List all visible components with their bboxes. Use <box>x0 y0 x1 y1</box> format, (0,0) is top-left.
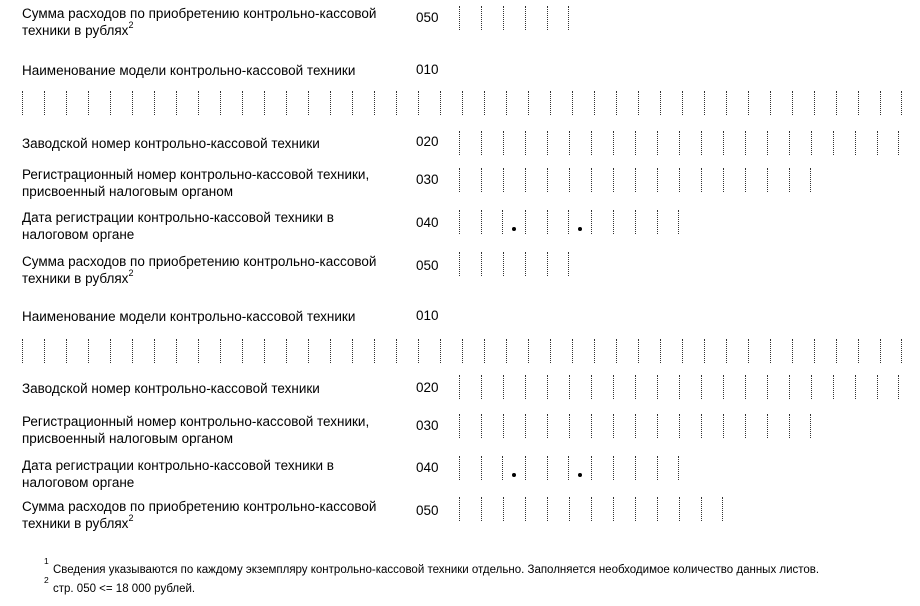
input-cell[interactable] <box>352 339 374 363</box>
input-cell[interactable] <box>594 339 616 363</box>
input-cell[interactable] <box>789 414 811 438</box>
footnote-text: Сведения указываются по каждому экземпляру контрольно-кассовой техники отдельно. Заполняется необходимое количество данных листов. <box>53 564 820 576</box>
input-cell[interactable] <box>792 339 814 363</box>
input-cell[interactable] <box>657 210 679 234</box>
input-cell[interactable] <box>657 497 679 521</box>
input-cell[interactable] <box>704 339 726 363</box>
line-code: 030 <box>416 172 439 187</box>
input-cell[interactable] <box>814 339 836 363</box>
input-cell[interactable] <box>789 131 811 155</box>
reg-number-label <box>22 166 369 200</box>
input-cell[interactable] <box>855 375 877 399</box>
input-cell[interactable] <box>811 375 833 399</box>
date-label-line2: налоговом органе <box>22 475 135 490</box>
line-code: 030 <box>416 418 439 433</box>
sum-input[interactable] <box>459 497 723 521</box>
input-cell[interactable] <box>330 339 352 363</box>
reg-label-line1: Регистрационный номер контрольно-кассовой техники, <box>22 167 370 182</box>
input-cell[interactable] <box>547 414 569 438</box>
line-code: 010 <box>416 308 439 323</box>
input-cell[interactable] <box>723 375 745 399</box>
input-cell[interactable] <box>66 339 88 363</box>
input-cell[interactable] <box>855 131 877 155</box>
date-group <box>591 210 679 234</box>
input-cell[interactable] <box>462 91 484 115</box>
input-cell[interactable] <box>569 168 591 192</box>
input-cell[interactable] <box>547 375 569 399</box>
input-cell[interactable] <box>814 91 836 115</box>
input-cell[interactable] <box>525 414 547 438</box>
date-group <box>525 456 569 480</box>
input-cell[interactable] <box>525 210 547 234</box>
sum-input[interactable] <box>459 252 569 276</box>
input-cell[interactable] <box>880 91 902 115</box>
input-cell[interactable] <box>503 168 525 192</box>
input-cell[interactable] <box>591 456 613 480</box>
input-cell[interactable] <box>22 91 44 115</box>
input-cell[interactable] <box>176 339 198 363</box>
input-cell[interactable] <box>484 91 506 115</box>
input-cell[interactable] <box>503 6 525 30</box>
reg-date-input[interactable] <box>459 210 679 234</box>
input-cell[interactable] <box>679 168 701 192</box>
input-cell[interactable] <box>550 339 572 363</box>
input-cell[interactable] <box>198 339 220 363</box>
input-cell[interactable] <box>440 339 462 363</box>
input-cell[interactable] <box>506 91 528 115</box>
input-cell[interactable] <box>481 168 503 192</box>
input-cell[interactable] <box>572 339 594 363</box>
input-cell[interactable] <box>198 91 220 115</box>
input-cell[interactable] <box>176 91 198 115</box>
input-cell[interactable] <box>459 497 481 521</box>
input-cell[interactable] <box>569 131 591 155</box>
input-cell[interactable] <box>635 131 657 155</box>
input-cell[interactable] <box>525 168 547 192</box>
input-cell[interactable] <box>767 414 789 438</box>
sum-label <box>22 5 376 39</box>
input-cell[interactable] <box>308 91 330 115</box>
input-cell[interactable] <box>616 339 638 363</box>
input-cell[interactable] <box>657 375 679 399</box>
input-cell[interactable] <box>723 168 745 192</box>
input-cell[interactable] <box>481 6 503 30</box>
line-code: 050 <box>416 258 439 273</box>
serial-input[interactable] <box>459 375 899 399</box>
input-cell[interactable] <box>547 497 569 521</box>
input-cell[interactable] <box>264 91 286 115</box>
input-cell[interactable] <box>528 339 550 363</box>
input-cell[interactable] <box>613 497 635 521</box>
input-cell[interactable] <box>858 339 880 363</box>
input-cell[interactable] <box>22 339 44 363</box>
input-cell[interactable] <box>396 339 418 363</box>
input-cell[interactable] <box>792 91 814 115</box>
input-cell[interactable] <box>44 91 66 115</box>
input-cell[interactable] <box>638 339 660 363</box>
sum-label-line1: Сумма расходов по приобретению контрольно-кассовой <box>22 499 377 514</box>
input-cell[interactable] <box>613 414 635 438</box>
date-group <box>459 210 503 234</box>
separator-dot <box>512 473 516 477</box>
input-cell[interactable] <box>418 91 440 115</box>
input-cell[interactable] <box>569 375 591 399</box>
serial-input[interactable] <box>459 131 899 155</box>
input-cell[interactable] <box>503 131 525 155</box>
input-cell[interactable] <box>836 91 858 115</box>
input-cell[interactable] <box>635 168 657 192</box>
reg-number-label <box>22 413 369 447</box>
input-cell[interactable] <box>657 131 679 155</box>
footnote-number: 2 <box>44 575 49 585</box>
input-cell[interactable] <box>481 497 503 521</box>
input-cell[interactable] <box>682 91 704 115</box>
date-separator <box>503 456 525 480</box>
input-cell[interactable] <box>132 339 154 363</box>
input-cell[interactable] <box>726 339 748 363</box>
input-cell[interactable] <box>459 414 481 438</box>
input-cell[interactable] <box>789 168 811 192</box>
input-cell[interactable] <box>858 91 880 115</box>
input-cell[interactable] <box>572 91 594 115</box>
input-cell[interactable] <box>704 91 726 115</box>
input-cell[interactable] <box>745 168 767 192</box>
input-cell[interactable] <box>635 210 657 234</box>
input-cell[interactable] <box>836 339 858 363</box>
input-cell[interactable] <box>833 375 855 399</box>
reg-date-label <box>22 209 334 243</box>
line-code: 020 <box>416 134 439 149</box>
input-cell[interactable] <box>635 414 657 438</box>
input-cell[interactable] <box>767 375 789 399</box>
input-cell[interactable] <box>525 456 547 480</box>
input-cell[interactable] <box>613 210 635 234</box>
sum-input[interactable] <box>459 6 569 30</box>
input-cell[interactable] <box>877 375 899 399</box>
input-cell[interactable] <box>613 131 635 155</box>
serial-label: Заводской номер контрольно-кассовой техники <box>22 381 320 396</box>
input-cell[interactable] <box>330 91 352 115</box>
input-cell[interactable] <box>418 339 440 363</box>
footnote-ref: 2 <box>128 512 134 523</box>
input-cell[interactable] <box>503 375 525 399</box>
input-cell[interactable] <box>88 91 110 115</box>
input-cell[interactable] <box>242 339 264 363</box>
input-cell[interactable] <box>811 131 833 155</box>
input-cell[interactable] <box>767 168 789 192</box>
input-cell[interactable] <box>613 168 635 192</box>
line-code: 010 <box>416 62 439 77</box>
input-cell[interactable] <box>770 339 792 363</box>
input-cell[interactable] <box>462 339 484 363</box>
input-cell[interactable] <box>286 339 308 363</box>
input-cell[interactable] <box>459 131 481 155</box>
input-cell[interactable] <box>833 131 855 155</box>
input-cell[interactable] <box>66 91 88 115</box>
date-separator <box>569 456 591 480</box>
input-cell[interactable] <box>635 497 657 521</box>
input-cell[interactable] <box>264 339 286 363</box>
input-cell[interactable] <box>726 91 748 115</box>
input-cell[interactable] <box>547 6 569 30</box>
input-cell[interactable] <box>613 375 635 399</box>
input-cell[interactable] <box>481 131 503 155</box>
footnote-text: стр. 050 <= 18 000 рублей. <box>53 583 196 595</box>
input-cell[interactable] <box>88 339 110 363</box>
input-cell[interactable] <box>503 414 525 438</box>
line-code: 020 <box>416 380 439 395</box>
input-cell[interactable] <box>679 375 701 399</box>
model-name-input[interactable] <box>22 91 902 115</box>
input-cell[interactable] <box>591 131 613 155</box>
input-cell[interactable] <box>594 91 616 115</box>
input-cell[interactable] <box>657 414 679 438</box>
reg-label-line2: присвоенный налоговым органом <box>22 431 233 446</box>
input-cell[interactable] <box>481 456 503 480</box>
line-code: 040 <box>416 460 439 475</box>
reg-date-label <box>22 457 334 491</box>
input-cell[interactable] <box>506 339 528 363</box>
input-cell[interactable] <box>701 131 723 155</box>
reg-number-input[interactable] <box>459 168 811 192</box>
date-label-line1: Дата регистрации контрольно-кассовой техники в <box>22 210 334 225</box>
date-label-line2: налоговом органе <box>22 227 135 242</box>
input-cell[interactable] <box>242 91 264 115</box>
input-cell[interactable] <box>525 131 547 155</box>
input-cell[interactable] <box>481 375 503 399</box>
input-cell[interactable] <box>154 91 176 115</box>
input-cell[interactable] <box>682 339 704 363</box>
input-cell[interactable] <box>569 497 591 521</box>
input-cell[interactable] <box>745 375 767 399</box>
input-cell[interactable] <box>484 339 506 363</box>
input-cell[interactable] <box>481 210 503 234</box>
input-cell[interactable] <box>789 375 811 399</box>
input-cell[interactable] <box>770 91 792 115</box>
reg-label-line1: Регистрационный номер контрольно-кассовой техники, <box>22 414 370 429</box>
input-cell[interactable] <box>528 91 550 115</box>
date-group <box>459 456 503 480</box>
model-name-label: Наименование модели контрольно-кассовой техники <box>22 63 356 78</box>
input-cell[interactable] <box>308 339 330 363</box>
input-cell[interactable] <box>396 91 418 115</box>
separator-dot <box>578 227 582 231</box>
input-cell[interactable] <box>132 91 154 115</box>
footnote-number: 1 <box>44 556 49 566</box>
input-cell[interactable] <box>525 6 547 30</box>
sum-label-line1: Сумма расходов по приобретению контрольно-кассовой <box>22 254 377 269</box>
input-cell[interactable] <box>613 456 635 480</box>
input-cell[interactable] <box>547 456 569 480</box>
input-cell[interactable] <box>503 497 525 521</box>
input-cell[interactable] <box>374 339 396 363</box>
reg-date-input[interactable] <box>459 456 679 480</box>
input-cell[interactable] <box>679 414 701 438</box>
date-group <box>525 210 569 234</box>
input-cell[interactable] <box>569 414 591 438</box>
sum-label-line1: Сумма расходов по приобретению контрольно-кассовой <box>22 6 377 21</box>
input-cell[interactable] <box>660 91 682 115</box>
input-cell[interactable] <box>352 91 374 115</box>
separator-dot <box>578 473 582 477</box>
input-cell[interactable] <box>154 339 176 363</box>
input-cell[interactable] <box>635 375 657 399</box>
input-cell[interactable] <box>701 375 723 399</box>
input-cell[interactable] <box>374 91 396 115</box>
input-cell[interactable] <box>591 414 613 438</box>
input-cell[interactable] <box>110 91 132 115</box>
input-cell[interactable] <box>591 168 613 192</box>
input-cell[interactable] <box>591 497 613 521</box>
input-cell[interactable] <box>745 131 767 155</box>
input-cell[interactable] <box>547 168 569 192</box>
input-cell[interactable] <box>503 252 525 276</box>
input-cell[interactable] <box>459 252 481 276</box>
line-code: 050 <box>416 10 439 25</box>
input-cell[interactable] <box>880 339 902 363</box>
input-cell[interactable] <box>657 456 679 480</box>
input-cell[interactable] <box>745 414 767 438</box>
sum-label-line2: техники в рублях <box>22 23 129 38</box>
input-cell[interactable] <box>459 6 481 30</box>
reg-number-input[interactable] <box>459 414 811 438</box>
sum-label-line2: техники в рублях <box>22 271 129 286</box>
date-group <box>591 456 679 480</box>
input-cell[interactable] <box>459 375 481 399</box>
input-cell[interactable] <box>591 375 613 399</box>
input-cell[interactable] <box>657 168 679 192</box>
date-separator <box>503 210 525 234</box>
input-cell[interactable] <box>547 131 569 155</box>
input-cell[interactable] <box>110 339 132 363</box>
input-cell[interactable] <box>525 375 547 399</box>
line-code: 050 <box>416 503 439 518</box>
input-cell[interactable] <box>877 131 899 155</box>
input-cell[interactable] <box>440 91 462 115</box>
input-cell[interactable] <box>748 91 770 115</box>
model-name-label: Наименование модели контрольно-кассовой техники <box>22 309 356 324</box>
input-cell[interactable] <box>547 252 569 276</box>
footnote-ref: 2 <box>128 19 134 30</box>
input-cell[interactable] <box>767 131 789 155</box>
input-cell[interactable] <box>481 414 503 438</box>
input-cell[interactable] <box>44 339 66 363</box>
input-cell[interactable] <box>481 252 503 276</box>
input-cell[interactable] <box>701 168 723 192</box>
input-cell[interactable] <box>220 339 242 363</box>
input-cell[interactable] <box>723 131 745 155</box>
input-cell[interactable] <box>525 497 547 521</box>
date-label-line1: Дата регистрации контрольно-кассовой техники в <box>22 458 334 473</box>
separator-dot <box>512 227 516 231</box>
input-cell[interactable] <box>679 131 701 155</box>
input-cell[interactable] <box>635 456 657 480</box>
input-cell[interactable] <box>679 497 701 521</box>
input-cell[interactable] <box>220 91 242 115</box>
input-cell[interactable] <box>286 91 308 115</box>
input-cell[interactable] <box>638 91 660 115</box>
input-cell[interactable] <box>547 210 569 234</box>
sum-label-line2: техники в рублях <box>22 516 129 531</box>
input-cell[interactable] <box>723 414 745 438</box>
input-cell[interactable] <box>459 210 481 234</box>
input-cell[interactable] <box>660 339 682 363</box>
serial-label: Заводской номер контрольно-кассовой техники <box>22 136 320 151</box>
input-cell[interactable] <box>459 456 481 480</box>
input-cell[interactable] <box>701 497 723 521</box>
model-name-input[interactable] <box>22 339 902 363</box>
input-cell[interactable] <box>591 210 613 234</box>
footnote-ref: 2 <box>128 267 134 278</box>
input-cell[interactable] <box>616 91 638 115</box>
input-cell[interactable] <box>748 339 770 363</box>
reg-label-line2: присвоенный налоговым органом <box>22 184 233 199</box>
date-separator <box>569 210 591 234</box>
input-cell[interactable] <box>550 91 572 115</box>
input-cell[interactable] <box>701 414 723 438</box>
sum-label <box>22 253 376 287</box>
input-cell[interactable] <box>459 168 481 192</box>
input-cell[interactable] <box>525 252 547 276</box>
line-code: 040 <box>416 215 439 230</box>
sum-label <box>22 498 376 532</box>
